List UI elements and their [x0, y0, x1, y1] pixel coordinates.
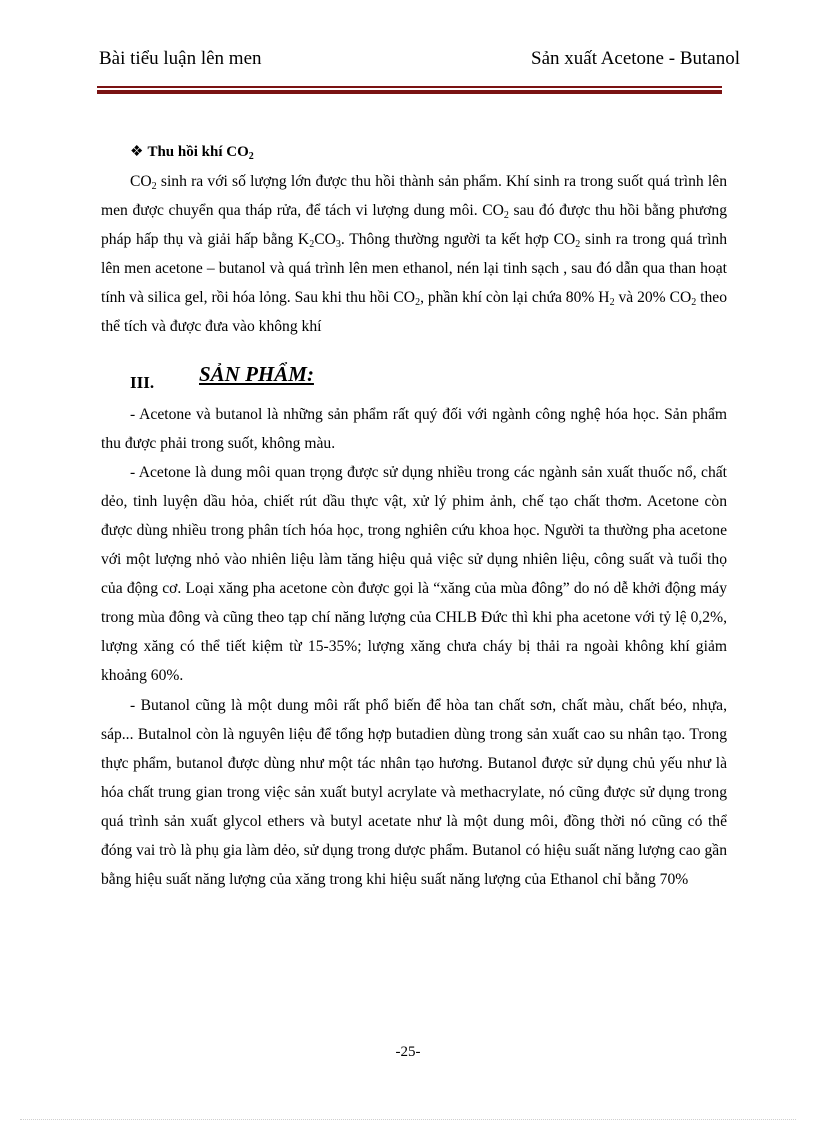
paragraph-butanol-uses: - Butanol cũng là một dung môi rất phổ biến để hòa tan chất sơn, chất màu, chất béo, nhựa, sáp... Butalnol còn là nguyên liệu để tổng hợp butadien dùng trong sản xuất cao su nhân tạo. Trong thực phẩm, butanol được dùng như một tác nhân tạo hương. Butanol được sử dụng chủ yếu như là hóa chất trung gian trong việc sản xuất butyl acrylate và methacrylate, nó cũng được sử dụng trong quá trình sản xuất glycol ethers và butyl acetate như là một dung môi, đồng thời nó cũng có thể đóng vai trò là phụ gia làm dẻo, sử dụng trong dược phẩm. Butanol có hiệu suất năng lượng cao gần bằng hiệu suất năng lượng của xăng trong khi hiệu suất năng lượng của Ethanol chỉ bằng 70%	[101, 696, 727, 889]
paragraph-product-quality: - Acetone và butanol là những sản phẩm rất quý đối với ngành công nghệ hóa học. Sản phẩm thu được phải trong suốt, không màu.	[101, 405, 727, 452]
header-rule-thin	[97, 86, 722, 88]
section-number: III.	[130, 372, 155, 392]
subheading-subscript: 2	[248, 151, 254, 162]
paragraph-acetone-uses: - Acetone là dung môi quan trọng được sử dụng nhiều trong các ngành sản xuất thuốc nổ, chất dẻo, tinh luyện dầu hỏa, chiết rút dầu thực vật, xử lý phim ảnh, chế tạo chất thơm. Acetone còn được dùng nhiều trong phân tích hóa học, trong nghiên cứu khoa học. Người ta thường pha acetone với một lượng nhỏ vào nhiên liệu làm tăng hiệu quả việc sử dụng nhiên liệu, công suất và tuổi thọ của động cơ. Loại xăng pha acetone còn được gọi là “xăng của mùa đông” do nó dễ khởi động máy trong mùa đông và cũng theo tạp chí năng lượng của CHLB Đức thì khi pha acetone với tỷ lệ 0,2%, lượng xăng có thể tiết kiệm từ 15-35%; lượng xăng chưa cháy bị thải ra ngoài không khí giảm khoảng 60%.	[101, 463, 727, 685]
header-left-title: Bài tiểu luận lên men	[99, 48, 262, 69]
page-number: -25-	[395, 1044, 421, 1060]
page-body	[101, 138, 727, 894]
co2-recovery-paragraph: $CO_2$ sinh ra với số lượng lớn được thu hồi thành sản phẩm. Khí sinh ra trong suốt quá trình lên men được chuyển qua tháp rửa, để tách vi lượng dung môi. $CO_2$ sau đó được thu hồi bằng phương pháp hấp thụ và giải hấp bằng $K_2CO_3$. Thông thường người ta kết hợp $CO_2$ sinh ra trong quá trình lên men acetone – butanol và quá trình lên men ethanol, nén lại tinh sạch , sau đó dẫn qua than hoạt tính và silica gel, rồi hóa lỏng. Sau khi thu hồi $CO_2$, phần khí còn lại chứa 80% $H_2$ và 20% $CO_2$ theo thể tích và được đưa vào không khí	[101, 173, 728, 336]
diamond-bullet-icon: ❖	[130, 144, 144, 160]
section-title: SẢN PHẨM:	[199, 361, 314, 386]
header-right-title: Sản xuất Acetone - Butanol	[531, 48, 740, 69]
section-heading	[130, 360, 727, 400]
header-rule-thick	[97, 90, 722, 94]
page-header	[99, 48, 740, 72]
subheading-text: Thu hồi khí CO	[147, 144, 249, 160]
subheading	[130, 138, 727, 167]
page-bottom-divider	[20, 1119, 796, 1120]
